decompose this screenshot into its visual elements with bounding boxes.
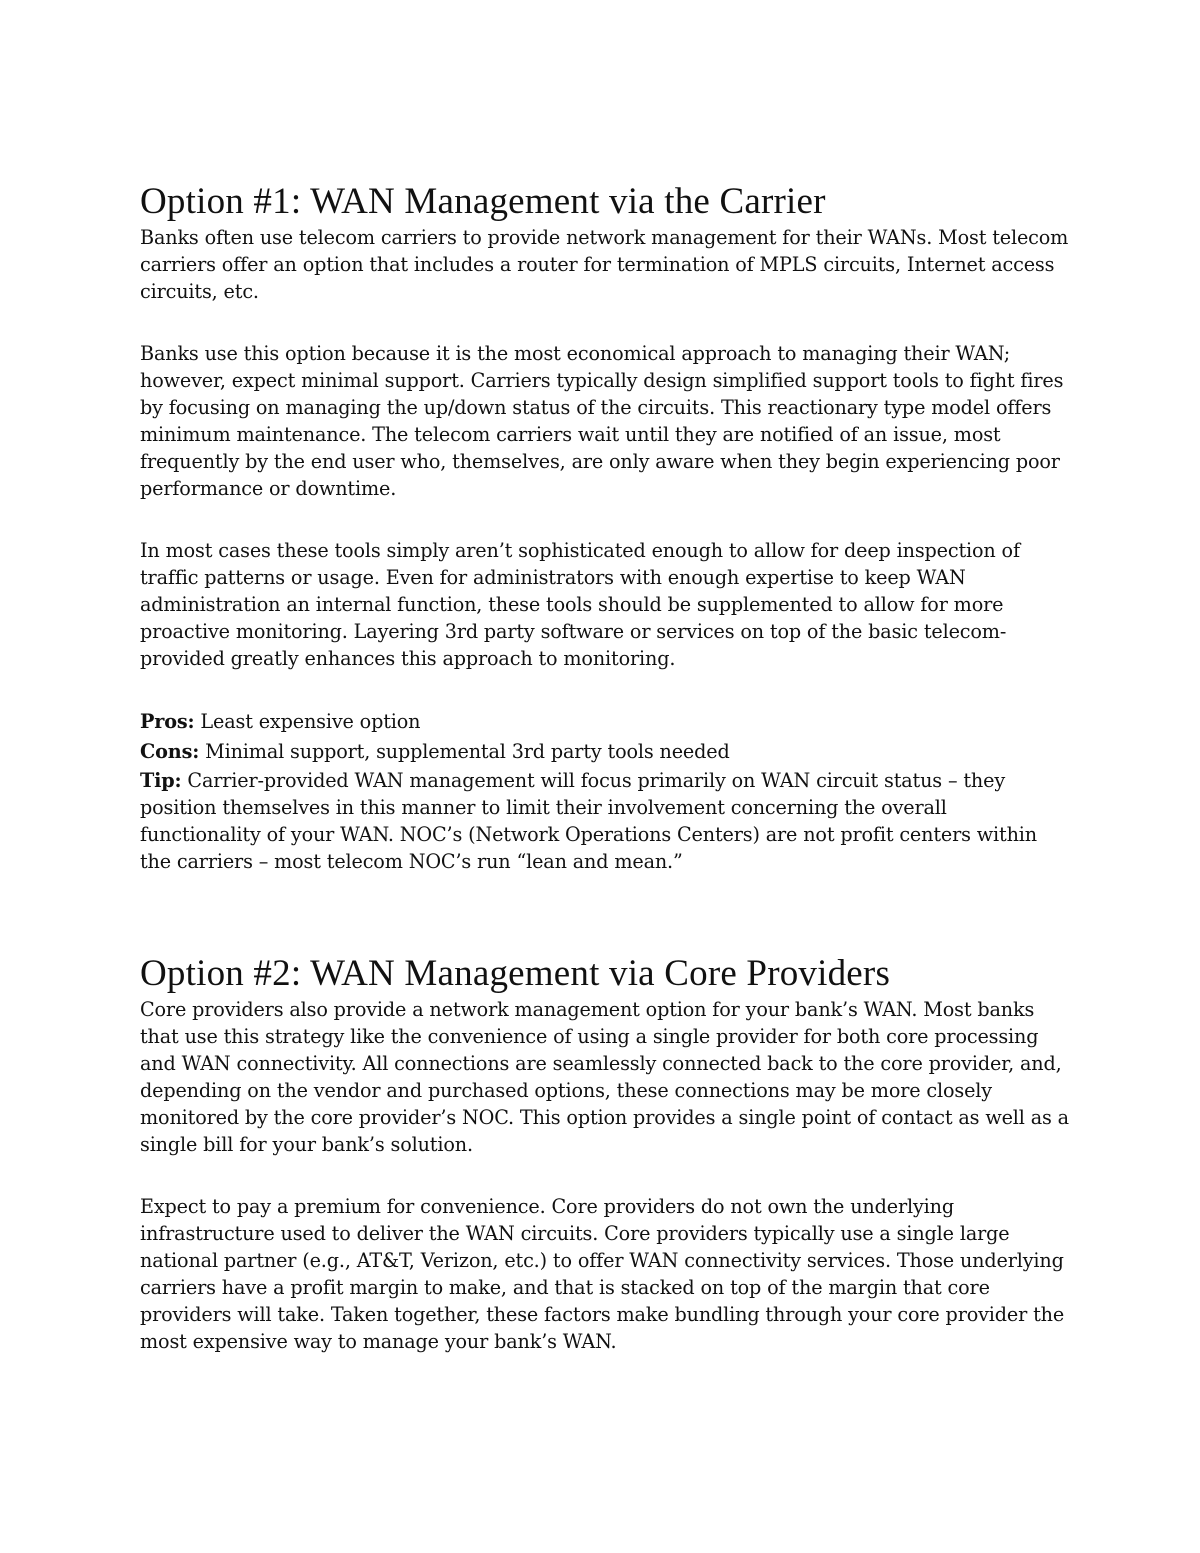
paragraph-spacer <box>140 1158 1070 1193</box>
section-1-paragraph-3: In most cases these tools simply aren’t sophisticated enough to allow for deep inspection of traffic patterns or usage. Even for administrators with enough expertise to keep WAN administration an internal function, these tools should be supplemented to allow for more proactive monitoring. Layering 3rd party software or services on top of the basic telecom-provided greatly enhances this approach to monitoring. <box>140 539 1020 670</box>
paragraph-spacer <box>140 672 1070 707</box>
section-2-paragraph-2: Expect to pay a premium for convenience. Core providers do not own the underlying infrastructure used to deliver the WAN circuits. Core providers typically use a single large national partner (e.g., AT&T, Verizon, etc.) to offer WAN connectivity services. Those underlying carriers have a profit margin to make, and that is stacked on top of the margin that core providers will take. Taken together, these factors make bundling through your core provider the most expensive way to manage your bank’s WAN. <box>140 1195 1065 1353</box>
tip-text: Carrier-provided WAN management will focus primarily on WAN circuit status – they position themselves in this manner to limit their involvement concerning the overall functionality of your WAN. NOC’s (Network Operations Centers) are not profit centers within the carriers – most telecom NOC’s run “lean and mean.” <box>140 769 1037 873</box>
pros-line <box>140 707 1070 737</box>
section-2-paragraph-1: Core providers also provide a network management option for your bank’s WAN. Most banks that use this strategy like the convenience of using a single provider for both core processing and WAN connectivity. All connections are seamlessly connected back to the core provider, and, depending on the vendor and purchased options, these connections may be more closely monitored by the core provider’s NOC. This option provides a single point of contact as well as a single bill for your bank’s solution. <box>140 998 1069 1156</box>
section-2-title: Option #2: WAN Management via Core Providers <box>140 953 891 994</box>
document-page <box>140 180 1070 1355</box>
cons-line <box>140 737 1070 767</box>
section-1-paragraph-2: Banks use this option because it is the most economical approach to managing their WAN; however, expect minimal support. Carriers typically design simplified support tools to fight fires by focusing on managing the up/down status of the circuits. This reactionary type model offers minimum maintenance. The telecom carriers wait until they are notified of an issue, most frequently by the end user who, themselves, are only aware when they begin experiencing poor performance or downtime. <box>140 342 1064 500</box>
section-1-title: Option #1: WAN Management via the Carrier <box>140 181 826 222</box>
section-1-paragraph-1: Banks often use telecom carriers to provide network management for their WANs. Most telecom carriers offer an option that includes a router for termination of MPLS circuits, Internet access circuits, etc. <box>140 226 1069 303</box>
pros-label: Pros: <box>140 710 195 733</box>
pros-text: Least expensive option <box>194 710 421 733</box>
cons-text: Minimal support, supplemental 3rd party tools needed <box>199 740 730 763</box>
paragraph-spacer <box>140 305 1070 340</box>
section-spacer <box>140 875 1070 952</box>
tip-line <box>140 767 1070 875</box>
cons-label: Cons: <box>140 740 200 763</box>
paragraph-spacer <box>140 502 1070 537</box>
tip-label: Tip: <box>140 769 182 792</box>
